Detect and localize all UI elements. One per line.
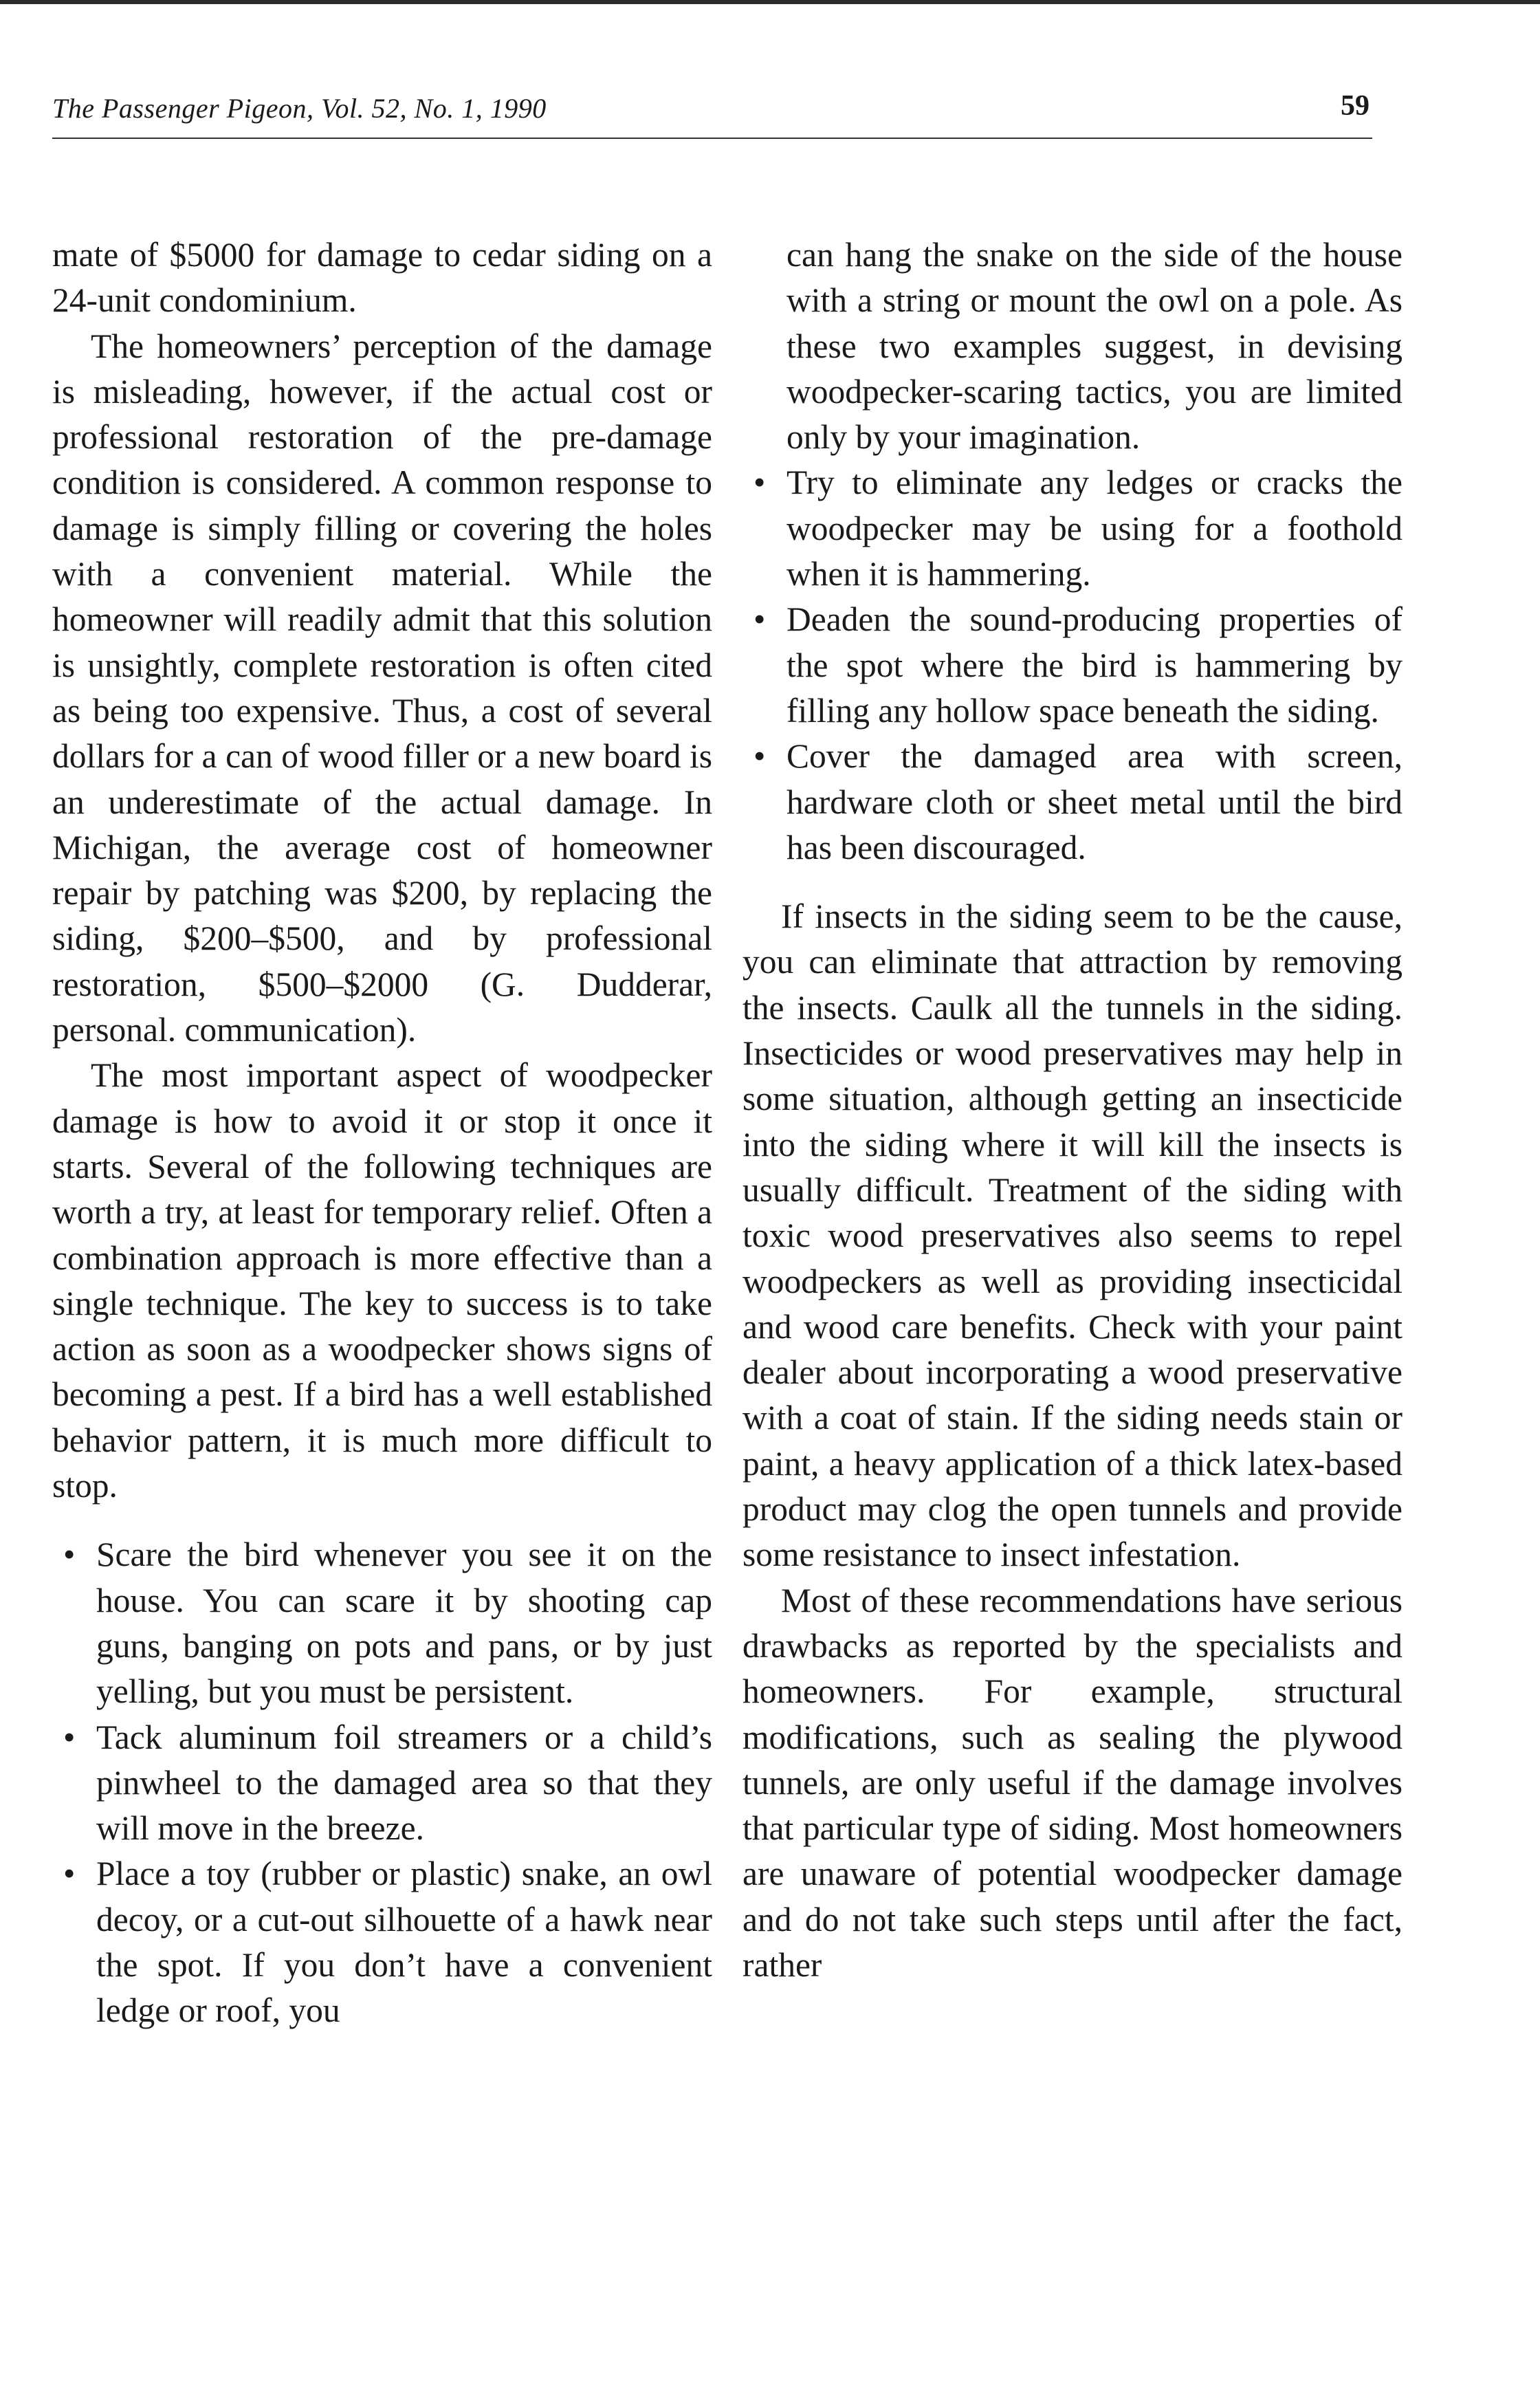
list-item-text: Try to eliminate any ledges or cracks the woodpecker may be using for a foothold when it is hammering.: [786, 463, 1402, 593]
journal-citation: The Passenger Pigeon, Vol. 52, No. 1, 1990: [52, 93, 547, 124]
list-item-continuation: [742, 232, 1402, 460]
page-top-edge: [0, 0, 1540, 4]
list-item: [52, 1715, 712, 1852]
paragraph: The most important aspect of woodpecker damage is how to avoid it or stop it once it starts. Several of the following techniques are worth a try, at least for temporary relief. Often a combination approach is more effective than a single technique. The key to success is to take action as soon as a woodpecker shows signs of becoming a pest. If a bird has a well established behavior pattern, it is much more difficult to stop.: [52, 1056, 712, 1505]
list-item-text: Place a toy (rubber or plastic) snake, an owl decoy, or a cut-out silhouette of a hawk near the spot. If you don’t have a convenient ledge or roof, you: [96, 1855, 712, 2030]
list-item-text: Deaden the sound-producing properties of the spot where the bird is hammering by filling any hollow space beneath the siding.: [786, 600, 1402, 730]
technique-list: [52, 1532, 712, 2033]
paragraph: If insects in the siding seem to be the cause, you can eliminate that attraction by removing the insects. Caulk all the tunnels in the siding. Insecticides or wood preservatives may help in some situation, although getting an insecticide into the siding where it will kill the insects is usually difficult. Treatment of the siding with toxic wood preservatives also seems to repel woodpeckers as well as providing insecticidal and wood care benefits. Check with your paint dealer about incorporating a wood preservative with a coat of stain. If the siding needs stain or paint, a heavy application of a thick latex-based product may clog the open tunnels and provide some resistance to insect infestation.: [742, 897, 1402, 1574]
bullet-icon: •: [63, 1536, 76, 1574]
left-column: [52, 232, 712, 2034]
paragraph: The homeowners’ perception of the damage is misleading, however, if the actual cost or professional restoration of the pre-damage condition is considered. A common response to damage is simply filling or covering the holes with a convenient material. While the homeowner will readily admit that this solution is unsightly, complete restoration is often cited as being too expensive. Thus, a cost of several dollars for a can of wood filler or a new board is an underestimate of the actual damage. In Michigan, the average cost of homeowner repair by patching was $200, by replacing the siding, $200–$500, and by professional restoration, $500–$2000 (G. Dudderar, personal. communication).: [52, 327, 712, 1049]
list-item: [742, 460, 1402, 597]
page-number: 59: [1341, 90, 1370, 122]
bullet-icon: •: [754, 737, 766, 776]
bullet-icon: •: [63, 1718, 76, 1756]
running-header: [52, 89, 1372, 139]
list-item: [742, 597, 1402, 734]
technique-list: [742, 232, 1402, 871]
list-item: [52, 1851, 712, 2033]
paragraph: mate of $5000 for damage to cedar siding on a 24-unit condominium.: [52, 236, 712, 320]
right-column: [742, 232, 1402, 1988]
list-item-text: Tack aluminum foil streamers or a child’s pinwheel to the damaged area so that they will move in the breeze.: [96, 1718, 712, 1848]
bullet-icon: •: [63, 1855, 76, 1893]
list-item: [52, 1532, 712, 1714]
list-item-text: Scare the bird whenever you see it on the house. You can scare it by shooting cap guns, banging on pots and pans, or by just yelling, but you must be persistent.: [96, 1536, 712, 1711]
bullet-icon: •: [754, 463, 766, 502]
list-item-text: can hang the snake on the side of the house with a string or mount the owl on a pole. As these two examples suggest, in devising woodpecker-scaring tactics, you are limited only by your imagination.: [786, 236, 1402, 457]
paragraph: Most of these recommendations have serious drawbacks as reported by the specialists and homeowners. For example, structural modifications, such as sealing the plywood tunnels, are only useful if the damage involves that particular type of siding. Most homeowners are unaware of potential woodpecker damage and do not take such steps until after the fact, rather: [742, 1581, 1402, 1984]
list-item: [742, 734, 1402, 871]
bullet-icon: •: [754, 600, 766, 639]
list-item-text: Cover the damaged area with screen, hardware cloth or sheet metal until the bird has been discouraged.: [786, 737, 1402, 866]
